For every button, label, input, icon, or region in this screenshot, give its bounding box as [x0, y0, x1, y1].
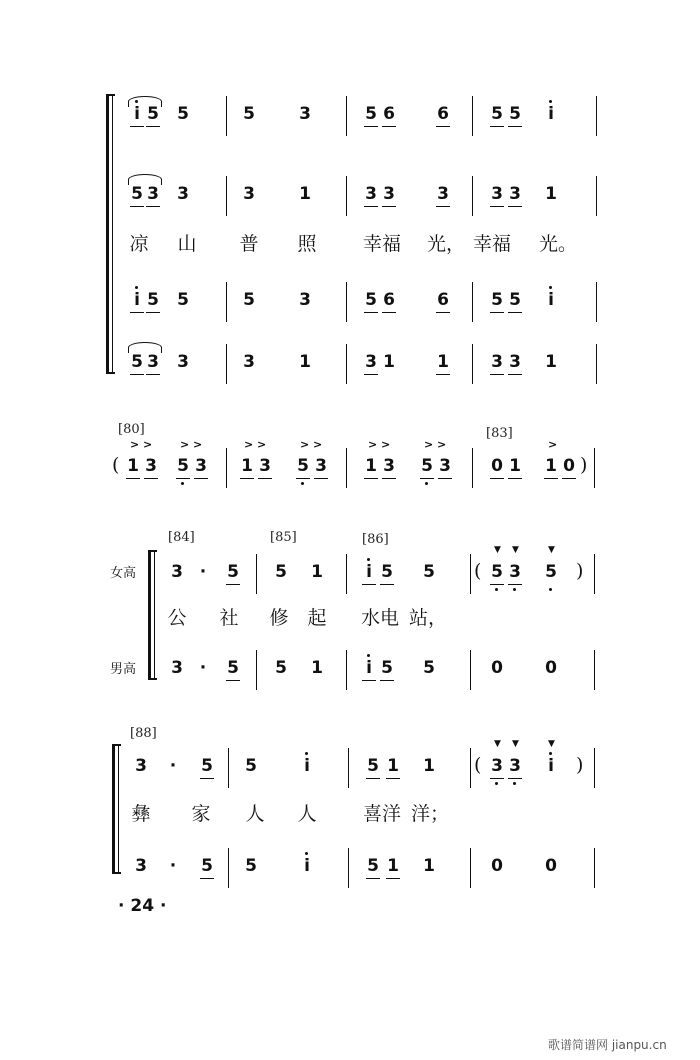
- note: 3: [171, 562, 183, 582]
- barline: [596, 282, 597, 322]
- accent: > >: [130, 438, 153, 451]
- note: 1: [311, 658, 323, 678]
- dot-extension: ·: [169, 756, 177, 776]
- note: 5: [362, 856, 384, 876]
- barline: [470, 554, 471, 594]
- lyric: 普: [239, 233, 259, 255]
- rehearsal-mark: [88]: [130, 726, 157, 741]
- dot-extension: ·: [199, 658, 207, 678]
- note: 0: [491, 658, 503, 678]
- note: 1: [545, 352, 557, 372]
- note: 3: [432, 184, 454, 204]
- staff-row: [0, 848, 700, 888]
- note: 3: [243, 184, 255, 204]
- note: 3: [378, 456, 400, 476]
- barline: [256, 554, 257, 594]
- barline: [346, 650, 347, 690]
- staff-row: [0, 650, 700, 690]
- note: 5: [142, 290, 164, 310]
- note: 5: [177, 290, 189, 310]
- note: 5: [540, 562, 562, 582]
- staff-row: [0, 545, 700, 594]
- rehearsal-mark: [85]: [270, 530, 297, 545]
- barline: [346, 554, 347, 594]
- note: 0: [545, 658, 557, 678]
- lyrics-row: [0, 796, 700, 836]
- note: 5: [142, 104, 164, 124]
- open-paren: (: [474, 754, 482, 776]
- note: 3: [360, 184, 382, 204]
- lyric: 幸福: [472, 233, 511, 255]
- staff-row: [0, 344, 700, 384]
- note: 5: [196, 756, 218, 776]
- note: 0: [545, 856, 557, 876]
- note: 1: [311, 562, 323, 582]
- note: 5: [177, 104, 189, 124]
- lyric: 山: [177, 233, 197, 255]
- note: 5: [423, 658, 435, 678]
- note: 3: [171, 658, 183, 678]
- note: 1: [504, 456, 526, 476]
- barline: [594, 848, 595, 888]
- staccato-mark: ▼: [494, 545, 501, 555]
- note: 5: [423, 562, 435, 582]
- barline: [348, 848, 349, 888]
- note: 5: [172, 456, 194, 476]
- barline: [472, 96, 473, 136]
- barline: [228, 748, 229, 788]
- rehearsal-mark: [83]: [486, 426, 513, 441]
- note: 3: [177, 184, 189, 204]
- barline: [470, 748, 471, 788]
- lyric: 幸福: [362, 233, 401, 255]
- note: i: [540, 104, 562, 124]
- note: 3: [135, 756, 147, 776]
- lyric: 照: [297, 233, 317, 255]
- staccato-mark: ▼: [512, 545, 519, 555]
- note: 5: [292, 456, 314, 476]
- rehearsal-mark: [86]: [362, 532, 389, 547]
- lyrics-row: [0, 600, 700, 640]
- barline: [226, 282, 227, 322]
- note: 5: [243, 290, 255, 310]
- lyric: 修: [269, 607, 289, 629]
- accent: >: [548, 438, 558, 451]
- staccato-mark: ▼: [548, 739, 555, 749]
- open-paren: (: [474, 560, 482, 582]
- accent: > >: [300, 438, 323, 451]
- rehearsal-mark: [80]: [118, 422, 145, 437]
- barline: [596, 176, 597, 216]
- barline: [226, 176, 227, 216]
- note: i: [126, 104, 148, 124]
- lyric: 人: [245, 803, 265, 825]
- barline: [226, 448, 227, 488]
- note: 3: [190, 456, 212, 476]
- staff-row: [0, 438, 700, 488]
- barline: [470, 848, 471, 888]
- note: 3: [243, 352, 255, 372]
- barline: [470, 650, 471, 690]
- note: 5: [376, 562, 398, 582]
- note: 3: [486, 352, 508, 372]
- note: 5: [275, 658, 287, 678]
- note: 3: [504, 756, 526, 776]
- note: i: [540, 290, 562, 310]
- note: 3: [299, 290, 311, 310]
- barline: [346, 344, 347, 384]
- lyric: 站，: [408, 607, 447, 629]
- note: 5: [126, 352, 148, 372]
- watermark: 歌谱简谱网 jianpu.cn: [548, 1038, 667, 1052]
- note: 5: [126, 184, 148, 204]
- staccato-mark: ▼: [512, 739, 519, 749]
- barline: [256, 650, 257, 690]
- lyrics-row: [0, 226, 700, 266]
- note: 6: [432, 290, 454, 310]
- barline: [472, 344, 473, 384]
- lyric: 洋；: [410, 803, 449, 825]
- barline: [346, 282, 347, 322]
- note: 5: [504, 104, 526, 124]
- note: 3: [434, 456, 456, 476]
- note: 1: [383, 352, 395, 372]
- dot-extension: ·: [199, 562, 207, 582]
- dot-extension: ·: [169, 856, 177, 876]
- staccato-mark: ▼: [494, 739, 501, 749]
- note: 5: [245, 856, 257, 876]
- note: 1: [382, 856, 404, 876]
- note: 3: [142, 184, 164, 204]
- part-label-female: 女高: [110, 566, 137, 581]
- note: i: [126, 290, 148, 310]
- note: 3: [486, 184, 508, 204]
- lyric: 水电: [360, 607, 399, 629]
- note: 5: [360, 104, 382, 124]
- note: 5: [360, 290, 382, 310]
- lyric: 人: [297, 803, 317, 825]
- lyric: 家: [191, 803, 211, 825]
- note: 5: [486, 104, 508, 124]
- lyric: 光，: [426, 233, 465, 255]
- note: 3: [360, 352, 382, 372]
- staccato-mark: ▼: [548, 545, 555, 555]
- note: 1: [540, 456, 562, 476]
- note: i: [296, 756, 318, 776]
- note: i: [358, 658, 380, 678]
- note: 3: [310, 456, 332, 476]
- note: 5: [222, 562, 244, 582]
- note: 6: [378, 290, 400, 310]
- note: i: [296, 856, 318, 876]
- staff-row: [0, 282, 700, 322]
- lyric: 喜洋: [362, 803, 401, 825]
- lyric: 光。: [538, 233, 577, 255]
- barline: [596, 344, 597, 384]
- note: 5: [486, 290, 508, 310]
- note: 3: [135, 856, 147, 876]
- barline: [472, 448, 473, 488]
- barline: [594, 448, 595, 488]
- barline: [346, 176, 347, 216]
- note: i: [358, 562, 380, 582]
- note: 1: [382, 756, 404, 776]
- note: 1: [545, 184, 557, 204]
- note: 5: [362, 756, 384, 776]
- staff-row: [0, 176, 700, 216]
- accent: > >: [244, 438, 267, 451]
- note: 5: [275, 562, 287, 582]
- note: 1: [299, 184, 311, 204]
- accent: > >: [368, 438, 391, 451]
- note: 5: [416, 456, 438, 476]
- barline: [348, 748, 349, 788]
- note: 3: [254, 456, 276, 476]
- barline: [472, 176, 473, 216]
- barline: [346, 96, 347, 136]
- note: 0: [486, 456, 508, 476]
- barline: [346, 448, 347, 488]
- rehearsal-mark: [84]: [168, 530, 195, 545]
- note: 5: [376, 658, 398, 678]
- lyric: 彝: [131, 803, 151, 825]
- open-paren: (: [112, 454, 120, 476]
- close-paren: ): [576, 560, 584, 582]
- note: 5: [196, 856, 218, 876]
- lyric: 公: [167, 607, 187, 629]
- page-number: · 24 ·: [118, 896, 167, 916]
- note: 1: [360, 456, 382, 476]
- note: 0: [491, 856, 503, 876]
- note: 3: [140, 456, 162, 476]
- note: 1: [122, 456, 144, 476]
- barline: [594, 748, 595, 788]
- barline: [228, 848, 229, 888]
- note: 3: [378, 184, 400, 204]
- part-label-male: 男高: [110, 662, 137, 677]
- barline: [226, 96, 227, 136]
- note: 1: [423, 856, 435, 876]
- close-paren: ): [576, 754, 584, 776]
- barline: [472, 282, 473, 322]
- note: 5: [245, 756, 257, 776]
- note: 3: [504, 562, 526, 582]
- accent: > >: [180, 438, 203, 451]
- lyric: 起: [307, 607, 327, 629]
- close-paren: ): [580, 454, 588, 476]
- note: i: [540, 756, 562, 776]
- note: 1: [432, 352, 454, 372]
- accent: > >: [424, 438, 447, 451]
- barline: [226, 344, 227, 384]
- note: 3: [504, 352, 526, 372]
- note: 6: [432, 104, 454, 124]
- note: 5: [243, 104, 255, 124]
- note: 6: [378, 104, 400, 124]
- staff-row: [0, 96, 700, 136]
- note: 3: [177, 352, 189, 372]
- note: 3: [504, 184, 526, 204]
- barline: [596, 96, 597, 136]
- note: 1: [236, 456, 258, 476]
- note: 3: [142, 352, 164, 372]
- lyric: 凉: [129, 233, 149, 255]
- note: 5: [486, 562, 508, 582]
- lyric: 社: [219, 607, 239, 629]
- note: 0: [558, 456, 580, 476]
- note: 1: [423, 756, 435, 776]
- note: 3: [299, 104, 311, 124]
- barline: [594, 650, 595, 690]
- note: 5: [504, 290, 526, 310]
- note: 3: [486, 756, 508, 776]
- staff-row: [0, 739, 700, 788]
- barline: [594, 554, 595, 594]
- note: 5: [222, 658, 244, 678]
- note: 1: [299, 352, 311, 372]
